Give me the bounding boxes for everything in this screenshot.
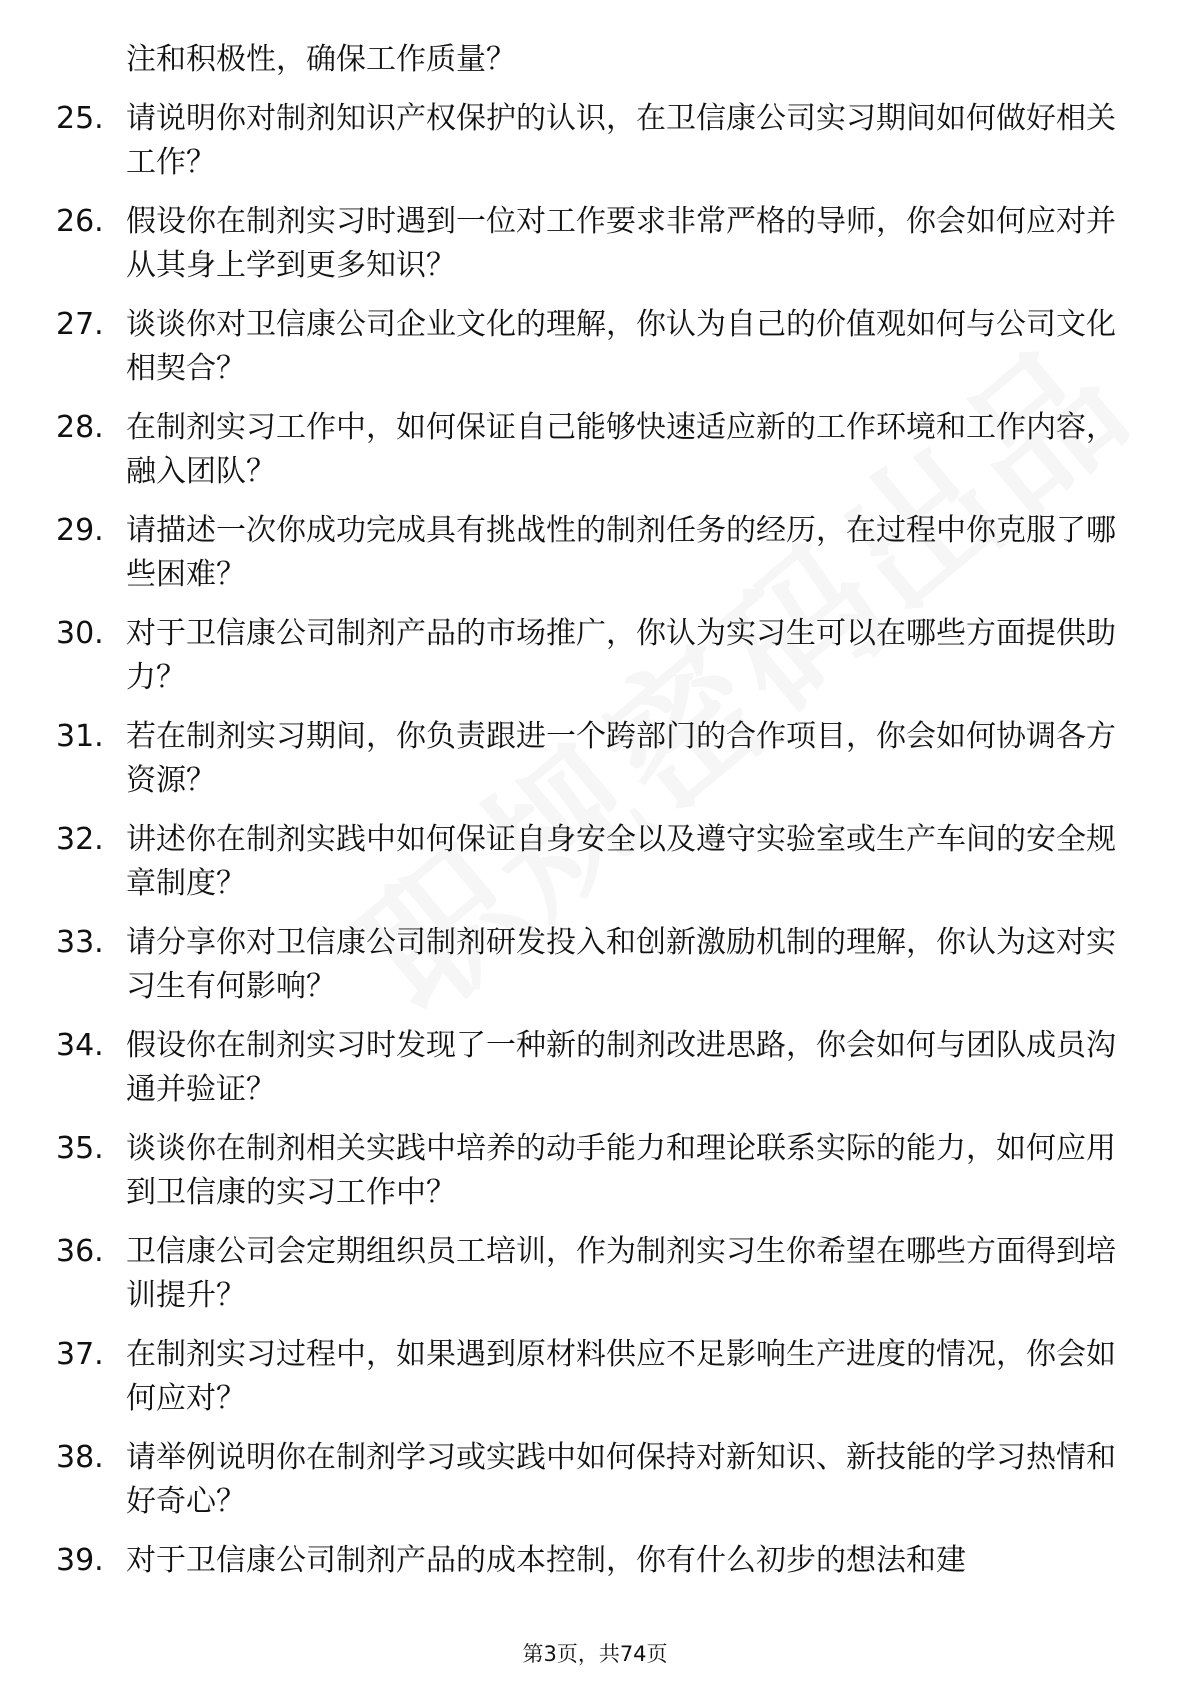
question-number: 30. xyxy=(56,616,104,651)
list-item xyxy=(0,509,1190,597)
question-text: 讲述你在制剂实践中如何保证自身安全以及遵守实验室或生产车间的安全规章制度？ xyxy=(126,822,1116,901)
list-item xyxy=(0,612,1190,700)
question-number: 31. xyxy=(56,719,104,754)
question-text: 假设你在制剂实习时遇到一位对工作要求非常严格的导师，你会如何应对并从其身上学到更多知识？ xyxy=(126,204,1116,283)
list-item xyxy=(0,1436,1190,1524)
list-item xyxy=(0,97,1190,185)
question-text: 请分享你对卫信康公司制剂研发投入和创新激励机制的理解，你认为这对实习生有何影响？ xyxy=(126,925,1116,1004)
list-item xyxy=(0,818,1190,906)
question-text: 请说明你对制剂知识产权保护的认识，在卫信康公司实习期间如何做好相关工作？ xyxy=(126,101,1116,180)
question-text: 对于卫信康公司制剂产品的成本控制，你有什么初步的想法和建 xyxy=(126,1543,966,1578)
question-number: 29. xyxy=(56,513,104,548)
question-list xyxy=(0,38,1190,1598)
question-text: 谈谈你对卫信康公司企业文化的理解，你认为自己的价值观如何与公司文化相契合？ xyxy=(126,307,1116,386)
list-item xyxy=(0,1333,1190,1421)
list-item xyxy=(0,200,1190,288)
question-text: 卫信康公司会定期组织员工培训，作为制剂实习生你希望在哪些方面得到培训提升？ xyxy=(126,1234,1116,1313)
continued-question-text xyxy=(0,38,1190,82)
question-text: 在制剂实习工作中，如何保证自己能够快速适应新的工作环境和工作内容，融入团队？ xyxy=(126,410,1116,489)
question-text: 请描述一次你成功完成具有挑战性的制剂任务的经历，在过程中你克服了哪些困难？ xyxy=(126,513,1116,592)
question-number: 27. xyxy=(56,307,104,342)
question-number: 38. xyxy=(56,1440,104,1475)
question-number: 34. xyxy=(56,1028,104,1063)
list-item xyxy=(0,1024,1190,1112)
list-item xyxy=(0,921,1190,1009)
page-number-footer: 第3页，共74页 xyxy=(522,1642,668,1666)
question-number: 32. xyxy=(56,822,104,857)
list-item xyxy=(0,1127,1190,1215)
question-text: 对于卫信康公司制剂产品的市场推广，你认为实习生可以在哪些方面提供助力？ xyxy=(126,616,1116,695)
question-number: 35. xyxy=(56,1131,104,1166)
list-item xyxy=(0,1539,1190,1583)
question-text: 请举例说明你在制剂学习或实践中如何保持对新知识、新技能的学习热情和好奇心？ xyxy=(126,1440,1116,1519)
question-number: 28. xyxy=(56,410,104,445)
question-number: 39. xyxy=(56,1543,104,1578)
question-number: 36. xyxy=(56,1234,104,1269)
question-text: 谈谈你在制剂相关实践中培养的动手能力和理论联系实际的能力，如何应用到卫信康的实习工作中？ xyxy=(126,1131,1116,1210)
question-text: 假设你在制剂实习时发现了一种新的制剂改进思路，你会如何与团队成员沟通并验证？ xyxy=(126,1028,1116,1107)
list-item xyxy=(0,406,1190,494)
list-item xyxy=(0,1230,1190,1318)
question-number: 26. xyxy=(56,204,104,239)
question-text: 若在制剂实习期间，你负责跟进一个跨部门的合作项目，你会如何协调各方资源？ xyxy=(126,719,1116,798)
question-number: 33. xyxy=(56,925,104,960)
question-number: 37. xyxy=(56,1337,104,1372)
list-item xyxy=(0,715,1190,803)
question-number: 25. xyxy=(56,101,104,136)
list-item xyxy=(0,303,1190,391)
continued-text: 注和积极性，确保工作质量？ xyxy=(126,42,516,77)
question-text: 在制剂实习过程中，如果遇到原材料供应不足影响生产进度的情况，你会如何应对？ xyxy=(126,1337,1116,1416)
